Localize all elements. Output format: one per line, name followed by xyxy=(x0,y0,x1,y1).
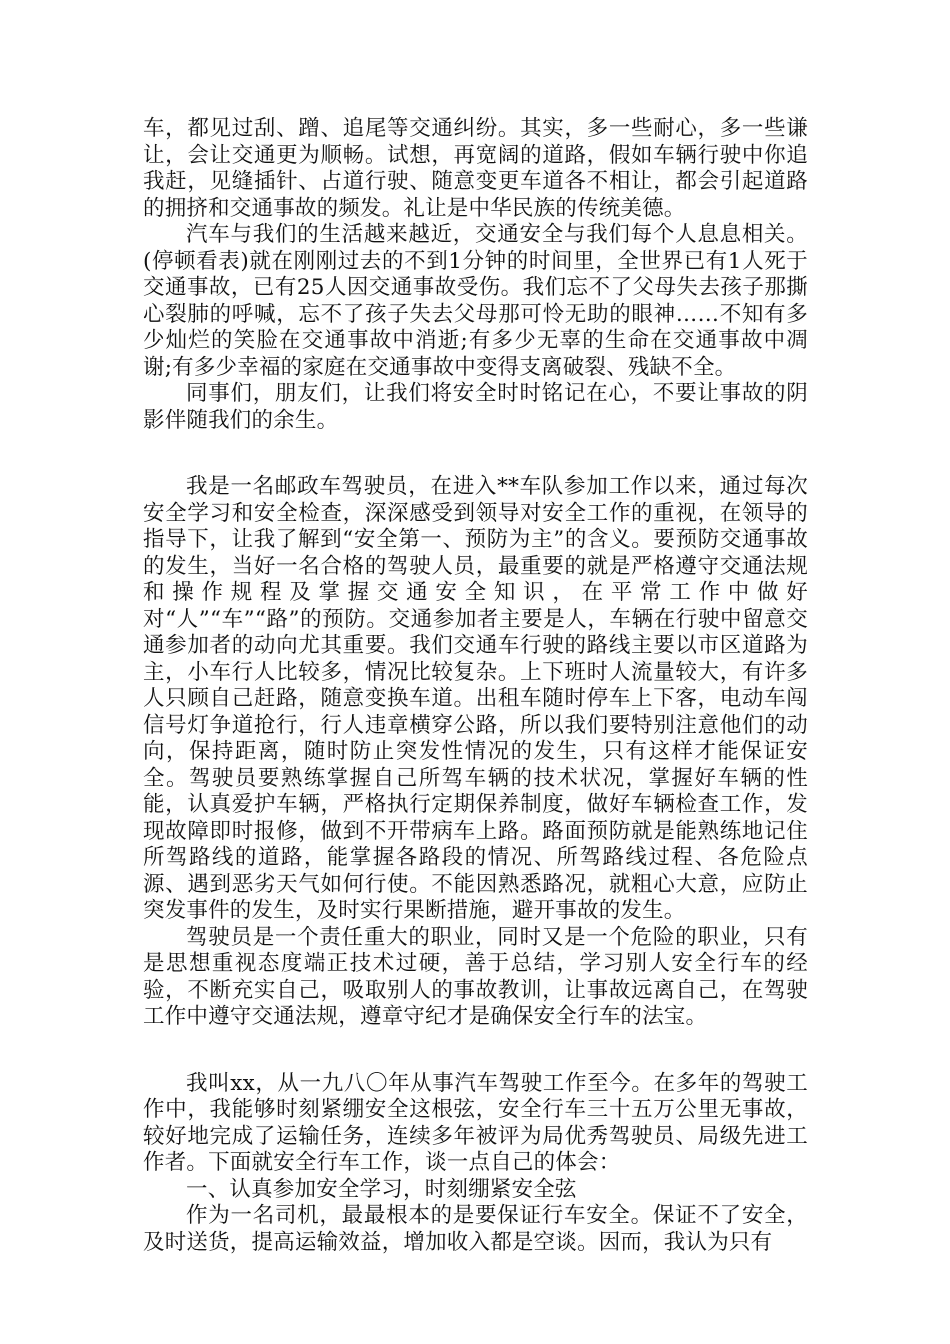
paragraph-1-1: 车，都见过刮、蹭、追尾等交通纠纷。其实，多一些耐心，多一些谦让，会让交通更为顺畅。试想，再宽阔的道路，假如车辆行驶中你追我赶，见缝插针、占道行驶、随意变更车道各不相让，都会引起道路的拥挤和交通事故的频发。礼让是中华民族的传统美德。 xyxy=(143,116,808,221)
paragraph-1-2: 汽车与我们的生活越来越近，交通安全与我们每个人息息相关。(停顿看表)就在刚刚过去的不到1分钟的时间里，全世界已有1人死于交通事故，已有25人因交通事故受伤。我们忘不了父母失去孩子那撕心裂肺的呼喊，忘不了孩子失去父母那可怜无助的眼神……不知有多少灿烂的笑脸在交通事故中消逝;有多少无辜的生命在交通事故中凋谢;有多少幸福的家庭在交通事故中变得支离破裂、残缺不全。 xyxy=(143,222,808,380)
paragraph-3-1: 我叫xx，从一九八〇年从事汽车驾驶工作至今。在多年的驾驶工作中，我能够时刻紧绷安全这根弦，安全行车三十五万公里无事故，较好地完成了运输任务，连续多年被评为局优秀驾驶员、局级先进工作者。下面就安全行车工作，谈一点自己的体会： xyxy=(143,1070,808,1175)
paragraph-3-2: 作为一名司机，最最根本的是要保证行车安全。保证不了安全，及时送货，提高运输效益，增加收入都是空谈。因而，我认为只有 xyxy=(143,1203,808,1255)
paragraph-1-3: 同事们，朋友们，让我们将安全时时铭记在心，不要让事故的阴影伴随我们的余生。 xyxy=(143,381,808,433)
paragraph-2-1: 我是一名邮政车驾驶员，在进入**车队参加工作以来，通过每次安全学习和安全检查，深深感受到领导对安全工作的重视，在领导的指导下，让我了解到“安全第一、预防为主”的含义。要预防交通事故的发生，当好一名合格的驾驶人员，最重要的就是严格遵守交通法规和操作规程及掌握交通安全知识，在平常工作中做好对“人”“车”“路”的预防。交通参加者主要是人，车辆在行驶中留意交通参加者的动向尤其重要。我们交通车行驶的路线主要以市区道路为主，小车行人比较多，情况比较复杂。上下班时人流量较大，有许多人只顾自己赶路，随意变换车道。出租车随时停车上下客，电动车闯信号灯争道抢行，行人违章横穿公路，所以我们要特别注意他们的动向，保持距离，随时防止突发性情况的发生，只有这样才能保证安全。驾驶员要熟练掌握自己所驾车辆的技术状况，掌握好车辆的性能，认真爱护车辆，严格执行定期保养制度，做好车辆检查工作，发现故障即时报修，做到不开带病车上路。路面预防就是能熟练地记住所驾路线的道路，能掌握各路段的情况、所驾路线过程、各危险点源、遇到恶劣天气如何行使。不能因熟悉路况，就粗心大意，应防止突发事件的发生，及时实行果断措施，避开事故的发生。 xyxy=(143,474,808,923)
document-page xyxy=(143,116,808,1256)
section-gap xyxy=(143,434,808,474)
paragraph-2-2: 驾驶员是一个责任重大的职业，同时又是一个危险的职业，只有是思想重视态度端正技术过硬，善于总结，学习别人安全行车的经验，不断充实自己，吸取别人的事故教训，让事故远离自己，在驾驶工作中遵守交通法规，遵章守纪才是确保安全行车的法宝。 xyxy=(143,924,808,1029)
section-gap xyxy=(143,1031,808,1071)
section-heading-1: 一、认真参加安全学习，时刻绷紧安全弦 xyxy=(186,1176,577,1202)
